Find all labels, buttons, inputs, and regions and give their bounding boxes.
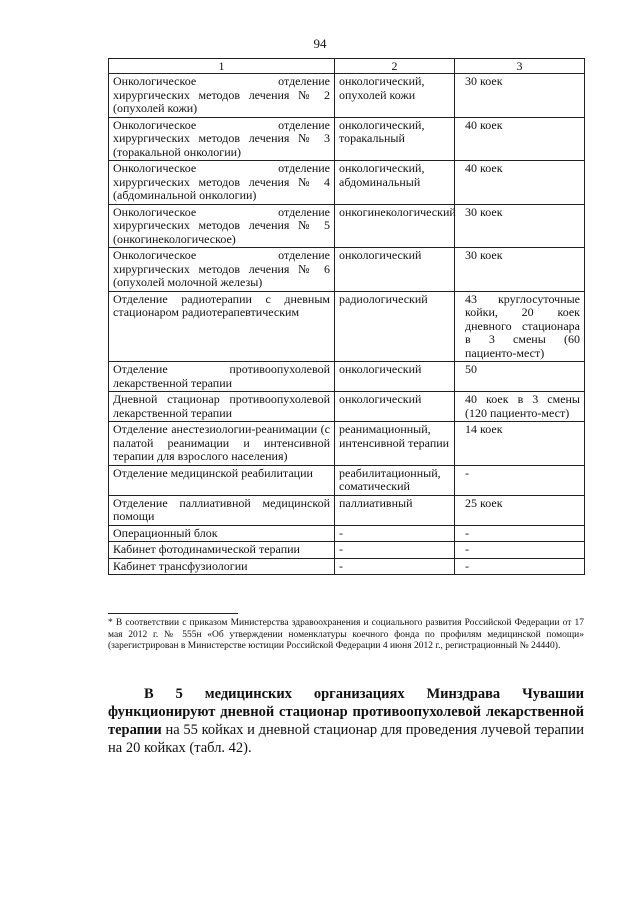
footnote-divider <box>108 613 238 614</box>
department-cell: Онкологическое отделение хирургических методов лечения № 3 (торакальной онкологии) <box>109 117 335 161</box>
table-row <box>109 248 585 292</box>
department-cell: Операционный блок <box>109 525 335 542</box>
column-header: 3 <box>455 59 585 74</box>
table-row <box>109 74 585 118</box>
department-cell: Отделение радиотерапии с дневным стационаром радиотерапевтическим <box>109 291 335 362</box>
profile-cell: - <box>335 525 455 542</box>
profile-cell: онкологический, торакальный <box>335 117 455 161</box>
profile-cell: онкологический <box>335 362 455 392</box>
beds-cell: - <box>455 465 585 495</box>
profile-cell: реанимационный, интенсивной терапии <box>335 422 455 466</box>
footnote: * В соответствии с приказом Министерства здравоохранения и социального развития Российской Федерации от 17 мая 2012 г. № 555н «Об утверждении номенклатуры коечного фонда по профилям медицинской помощи» (зарегистрирован в Министерстве юстиции Российской Федерации 4 июня 2012 г., регистрационный № 24440). <box>108 618 584 651</box>
profile-cell: онкологический, опухолей кожи <box>335 74 455 118</box>
department-cell: Отделение медицинской реабилитации <box>109 465 335 495</box>
table-row <box>109 422 585 466</box>
department-cell: Онкологическое отделение хирургических методов лечения № 5 (онкогинекологическое) <box>109 204 335 248</box>
table-row <box>109 392 585 422</box>
table-row <box>109 291 585 362</box>
table-header-row <box>109 59 585 74</box>
column-header: 2 <box>335 59 455 74</box>
table-row <box>109 542 585 559</box>
summary-bold-text: В 5 медицинских организациях Минздрава Чувашии функционируют дневной стационар противоопухолевой лекарственной терапии <box>108 686 584 738</box>
table-row <box>109 362 585 392</box>
department-cell: Отделение паллиативной медицинской помощи <box>109 495 335 525</box>
profile-cell: - <box>335 558 455 575</box>
beds-cell: 14 коек <box>455 422 585 466</box>
beds-cell: - <box>455 542 585 559</box>
profile-cell: паллиативный <box>335 495 455 525</box>
beds-cell: 40 коек <box>455 161 585 205</box>
summary-text: на 55 койках и дневной стационар для проведения лучевой терапии на 20 койках (табл. 42). <box>108 722 584 756</box>
profile-cell: онкологический <box>335 392 455 422</box>
table-row <box>109 465 585 495</box>
profile-cell: реабилитационный, соматический <box>335 465 455 495</box>
department-cell: Дневной стационар противоопухолевой лекарственной терапии <box>109 392 335 422</box>
beds-cell: - <box>455 558 585 575</box>
department-cell: Онкологическое отделение хирургических методов лечения № 2 (опухолей кожи) <box>109 74 335 118</box>
page-number: 94 <box>313 36 327 51</box>
beds-cell: - <box>455 525 585 542</box>
profile-cell: - <box>335 542 455 559</box>
profile-cell: онкогинекологический <box>335 204 455 248</box>
beds-cell: 43 круглосуточные койки, 20 коек дневного стационара в 3 смены (60 пациенто-мест) <box>455 291 585 362</box>
table-row <box>109 558 585 575</box>
beds-cell: 30 коек <box>455 204 585 248</box>
beds-cell: 30 коек <box>455 74 585 118</box>
beds-cell: 40 коек <box>455 117 585 161</box>
table-row <box>109 117 585 161</box>
column-header: 1 <box>109 59 335 74</box>
department-cell: Онкологическое отделение хирургических методов лечения № 4 (абдоминальной онкологии) <box>109 161 335 205</box>
department-cell: Кабинет трансфузиологии <box>109 558 335 575</box>
department-cell: Отделение противоопухолевой лекарственной терапии <box>109 362 335 392</box>
profile-cell: радиологический <box>335 291 455 362</box>
summary-paragraph <box>108 685 584 757</box>
beds-cell: 25 коек <box>455 495 585 525</box>
department-cell: Онкологическое отделение хирургических методов лечения № 6 (опухолей молочной железы) <box>109 248 335 292</box>
department-cell: Кабинет фотодинамической терапии <box>109 542 335 559</box>
profile-cell: онкологический, абдоминальный <box>335 161 455 205</box>
profile-cell: онкологический <box>335 248 455 292</box>
table-row <box>109 525 585 542</box>
beds-cell: 40 коек в 3 смены (120 пациенто-мест) <box>455 392 585 422</box>
department-cell: Отделение анестезиологии-реанимации (с палатой реанимации и интенсивной терапии для взрослого населения) <box>109 422 335 466</box>
beds-cell: 30 коек <box>455 248 585 292</box>
bed-fund-table <box>108 58 585 575</box>
table-row <box>109 495 585 525</box>
beds-cell: 50 <box>455 362 585 392</box>
table-row <box>109 204 585 248</box>
table-row <box>109 161 585 205</box>
